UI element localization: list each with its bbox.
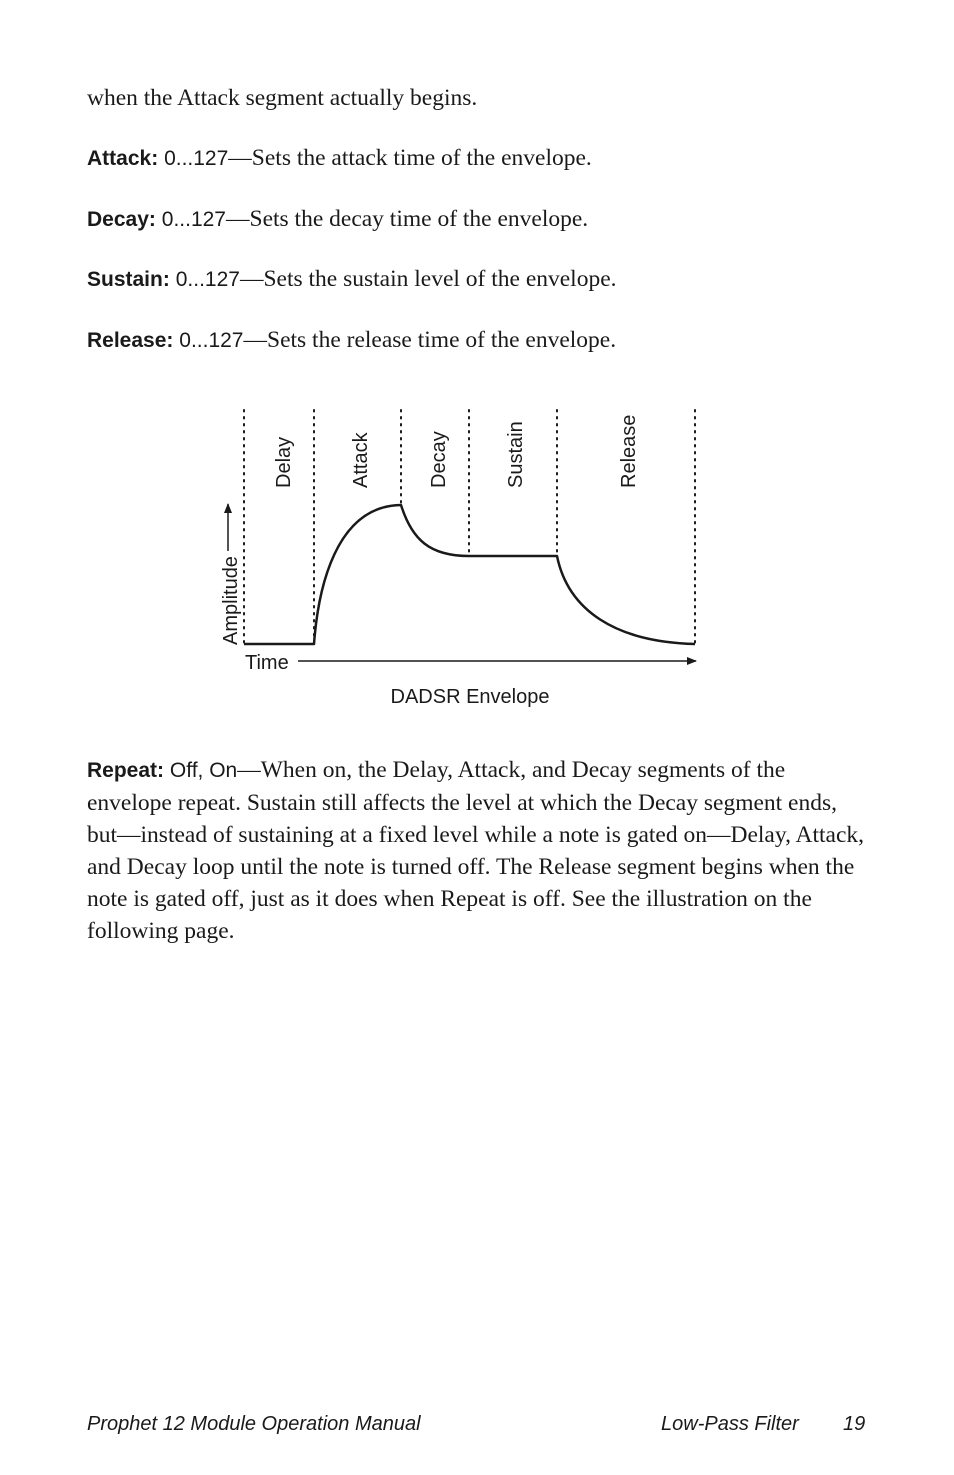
param-range: 0...127: [175, 268, 240, 291]
param-name: Release:: [87, 329, 174, 352]
footer-section: Low-Pass Filter: [661, 1413, 799, 1435]
param-range: 0...127: [161, 208, 226, 231]
param-sustain: [87, 263, 617, 296]
diagram-caption: DADSR Envelope: [390, 686, 550, 708]
param-name: Attack:: [87, 147, 159, 170]
footer-manual-title: Prophet 12 Module Operation Manual: [87, 1413, 421, 1435]
param-desc: —Sets the attack time of the envelope.: [228, 145, 592, 171]
segment-label-delay: Delay: [273, 436, 295, 488]
param-desc: —Sets the sustain level of the envelope.: [239, 266, 617, 292]
param-desc: —When on, the Delay, Attack, and Decay segments of the envelope repeat. Sustain still affects the level at which the Decay segment ends, but—instead of sustaining at a fixed level while a note is gated on—Delay, Attack, and Decay loop until the note is turned off. The Release segment begins when the note is gated off, just as it does when Repeat is off. See the illustration on the following page.: [87, 757, 865, 944]
param-range: 0...127: [164, 147, 229, 170]
amplitude-axis-label: Amplitude: [220, 556, 242, 645]
segment-label-decay: Decay: [428, 431, 450, 488]
param-name: Repeat:: [87, 759, 165, 782]
footer-page-number: 19: [843, 1413, 866, 1435]
time-axis-label: Time: [245, 652, 289, 674]
param-release: [87, 324, 616, 357]
envelope-curve: [244, 505, 695, 644]
param-decay: [87, 203, 588, 236]
param-desc: —Sets the decay time of the envelope.: [226, 206, 589, 232]
param-attack: [87, 142, 592, 175]
dadsr-envelope-diagram: [200, 400, 720, 720]
segment-label-sustain: Sustain: [505, 421, 527, 488]
segment-label-release: Release: [618, 414, 640, 488]
param-desc: —Sets the release time of the envelope.: [243, 327, 617, 353]
param-name: Decay:: [87, 208, 156, 231]
param-repeat: [87, 754, 867, 947]
intro-line: when the Attack segment actually begins.: [87, 85, 478, 111]
segment-label-attack: Attack: [350, 432, 372, 488]
param-options: Off, On: [169, 759, 238, 782]
param-name: Sustain:: [87, 268, 170, 291]
param-range: 0...127: [179, 329, 244, 352]
